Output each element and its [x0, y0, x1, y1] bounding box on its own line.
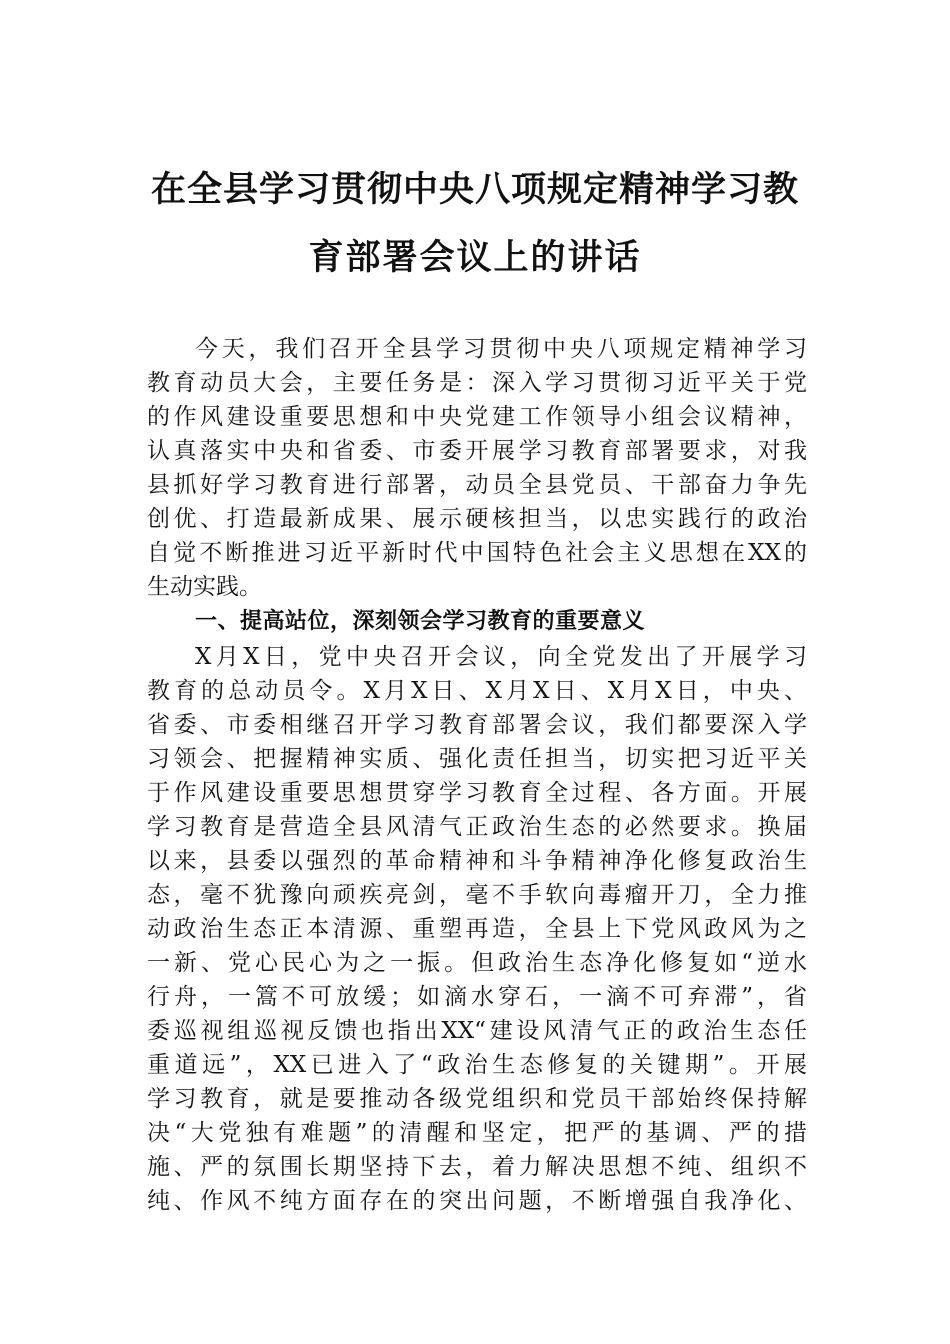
section-heading: 一、提高站位，深刻领会学习教育的重要意义 [195, 609, 646, 634]
section-line: 学习教育是营造全县风清气正政治生态的必然要求。换届 [147, 814, 807, 840]
section-line: 决“大党独有难题”的清醒和坚定，把严的基调、严的措 [147, 1120, 807, 1146]
section-line: 学习教育，就是要推动各级党组织和党员干部始终保持解 [147, 1086, 807, 1112]
section-line: 态，毫不犹豫向顽疾亮剑，毫不手软向毒瘤开刀，全力推 [147, 882, 807, 908]
intro-line: 创优、打造最新成果、展示硬核担当，以忠实践行的政治 [147, 506, 807, 532]
intro-line: 今天，我们召开全县学习贯彻中央八项规定精神学习 [195, 336, 807, 362]
section-line: 行舟，一篙不可放缓；如滴水穿石，一滴不可弃滞”，省 [147, 984, 807, 1010]
section-line: 习领会、把握精神实质、强化责任担当，切实把习近平关 [147, 746, 807, 772]
section-line: 动政治生态正本清源、重塑再造，全县上下党风政风为之 [147, 916, 807, 942]
section-line: X月X日，党中央召开会议，向全党发出了开展学习 [195, 644, 807, 670]
section-line: 以来，县委以强烈的革命精神和斗争精神净化修复政治生 [147, 848, 807, 874]
section-line: 于作风建设重要思想贯穿学习教育全过程、各方面。开展 [147, 780, 807, 806]
intro-line: 教育动员大会，主要任务是：深入学习贯彻习近平关于党 [147, 370, 807, 396]
section-line: 施、严的氛围长期坚持下去，着力解决思想不纯、组织不 [147, 1154, 807, 1180]
document-title-line-1: 在全县学习贯彻中央八项规定精神学习教 [150, 169, 799, 210]
document-title-line-2: 育部署会议上的讲话 [308, 237, 642, 278]
intro-line: 县抓好学习教育进行部署，动员全县党员、干部奋力争先 [147, 472, 807, 498]
intro-line: 的作风建设重要思想和中央党建工作领导小组会议精神， [147, 404, 807, 430]
intro-line: 自觉不断推进习近平新时代中国特色社会主义思想在XX的 [147, 540, 807, 566]
section-line: 省委、市委相继召开学习教育部署会议，我们都要深入学 [147, 712, 807, 738]
section-line: 纯、作风不纯方面存在的突出问题，不断增强自我净化、 [147, 1188, 807, 1214]
intro-line: 认真落实中央和省委、市委开展学习教育部署要求，对我 [147, 438, 807, 464]
section-line: 委巡视组巡视反馈也指出XX“建设风清气正的政治生态任 [147, 1018, 807, 1044]
intro-line: 生动实践。 [147, 574, 262, 600]
section-line: 重道远”，XX已进入了“政治生态修复的关键期”。开展 [147, 1052, 807, 1078]
section-line: 教育的总动员令。X月X日、X月X日、X月X日，中央、 [147, 678, 807, 704]
section-line: 一新、党心民心为之一振。但政治生态净化修复如“逆水 [147, 950, 807, 976]
